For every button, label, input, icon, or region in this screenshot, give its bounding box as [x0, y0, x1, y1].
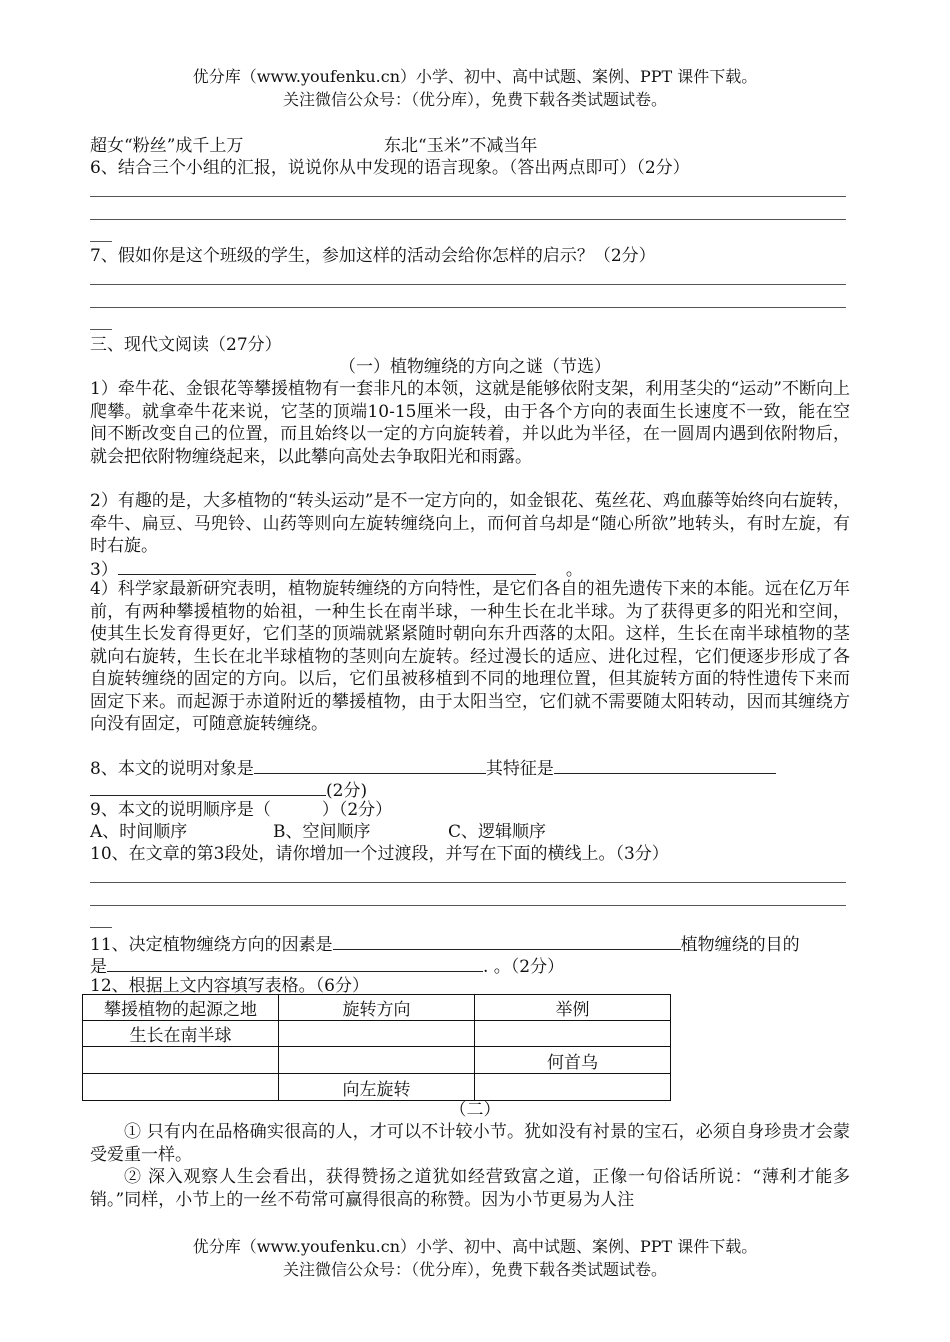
table-cell[interactable]	[475, 1074, 671, 1101]
q8-blank-feature[interactable]	[554, 755, 776, 774]
answer-line	[90, 219, 846, 220]
option-c: C、逻辑顺序	[448, 822, 547, 842]
article-title: （一）植物缠绕的方向之谜（节选）	[339, 357, 611, 377]
q11-text-a: 11、决定植物缠绕方向的因素是	[90, 935, 333, 955]
table-cell[interactable]	[83, 1047, 279, 1074]
answer-line	[90, 882, 846, 883]
q8-text-b: 其特征是	[485, 759, 554, 779]
q11-text-b: 植物缠绕的目的	[680, 935, 800, 955]
table-header-cell: 旋转方向	[279, 995, 475, 1021]
table-cell[interactable]	[279, 1021, 475, 1047]
paragraph-1: 1）牵牛花、金银花等攀援植物有一套非凡的本领，这就是能够依附支架，利用茎尖的“运动”不断向上爬攀。就拿牵牛花来说，它茎的顶端10-15厘米一段，由于各个方向的表面生长速度不一致，能在空间不断改变自己的位置，而且始终以一定的方向旋转着，并以此为半径，在一圆周内遇到依附物后，就会把依附物缠绕起来，以此攀向高处去争取阳光和雨露。	[90, 379, 850, 467]
answer-line	[90, 196, 846, 197]
table-header-row	[83, 995, 671, 1021]
table-cell: 向左旋转	[279, 1074, 475, 1101]
top-examples	[90, 135, 850, 158]
q11-text-d: . 。（2分）	[483, 957, 565, 977]
answer-line	[90, 284, 846, 285]
q11-text-c: 是	[90, 957, 107, 977]
p3-suffix: 。	[565, 560, 583, 580]
section-3-title: 三、现代文阅读（27分）	[90, 335, 282, 355]
q8-blank-object[interactable]	[254, 755, 486, 774]
table-header-cell: 攀援植物的起源之地	[83, 995, 279, 1021]
footer-line-1: 优分库（www.youfenku.cn）小学、初中、高中试题、案例、PPT 课件下载。	[192, 1237, 758, 1256]
header-line-1: 优分库（www.youfenku.cn）小学、初中、高中试题、案例、PPT 课件下载。	[192, 67, 758, 86]
table-cell: 何首乌	[475, 1047, 671, 1074]
question-10: 10、在文章的第3段处，请你增加一个过渡段，并写在下面的横线上。（3分）	[90, 844, 669, 864]
option-b: B、空间顺序	[273, 822, 371, 842]
table-row	[83, 1021, 671, 1047]
answer-line-stub	[90, 241, 112, 242]
question-9: 9、本文的说明顺序是（ ）（2分）	[90, 800, 393, 820]
part-2-title: （二）	[449, 1100, 501, 1120]
table-cell[interactable]	[279, 1047, 475, 1074]
answer-line-stub	[90, 329, 112, 330]
q8-text-a: 8、本文的说明对象是	[90, 759, 254, 779]
answer-line-stub	[90, 927, 112, 928]
p3-fill-blank[interactable]	[118, 556, 536, 575]
q8-blank-cont[interactable]	[90, 777, 326, 796]
question-12: 12、根据上文内容填写表格。（6分）	[90, 976, 369, 996]
p3-prefix: 3）	[90, 560, 118, 580]
answer-line	[90, 905, 846, 906]
q11-blank-purpose[interactable]	[107, 953, 483, 972]
table-header-cell: 举例	[475, 995, 671, 1021]
table-row	[83, 1074, 671, 1101]
paragraph-2: 2）有趣的是，大多植物的“转头运动”是不一定方向的，如金银花、菟丝花、鸡血藤等始终向右旋转，牵牛、扁豆、马兜铃、山药等则向左旋转缠绕向上，而何首乌却是“随心所欲”地转头，有时左旋，有时右旋。	[90, 491, 850, 556]
table-cell[interactable]	[83, 1074, 279, 1101]
table-cell[interactable]	[475, 1021, 671, 1047]
q11-blank-factor[interactable]	[333, 931, 681, 950]
header-line-2: 关注微信公众号：（优分库），免费下载各类试题试卷。	[282, 90, 667, 109]
paragraph-4: 4）科学家最新研究表明，植物旋转缠绕的方向特性，是它们各自的祖先遗传下来的本能。远在亿万年前，有两种攀援植物的始祖，一种生长在南半球，一种生长在北半球。为了获得更多的阳光和空间，使其生长发育得更好，它们茎的顶端就紧紧随时朝向东升西落的太阳。这样，生长在南半球植物的茎就向右旋转，生长在北半球植物的茎则向左旋转。经过漫长的适应、进化过程，它们便逐步形成了各自旋转缠绕的固定的方向。以后，它们虽被移植到不同的地理位置，但其旋转方面的特性遗传下来而固定下来。而起源于赤道附近的攀援植物，由于太阳当空，它们就不需要随太阳转动，因而其缠绕方向没有固定，可随意旋转缠绕。	[90, 579, 850, 734]
example-right: 东北“玉米”不减当年	[384, 136, 538, 156]
answer-line	[90, 307, 846, 308]
part-2-paragraph-1: ① 只有内在品格确实很高的人，才可以不计较小节。犹如没有衬景的宝石，必须自身珍贵才会蒙受爱重一样。	[90, 1122, 850, 1165]
example-left: 超女“粉丝”成千上万	[90, 136, 244, 156]
option-a: A、时间顺序	[90, 822, 188, 842]
table-row	[83, 1047, 671, 1074]
question-9-options	[90, 821, 850, 844]
footer-line-2: 关注微信公众号：（优分库），免费下载各类试题试卷。	[282, 1260, 667, 1279]
answer-table	[82, 994, 671, 1101]
table-cell: 生长在南半球	[83, 1021, 279, 1047]
q8-score: (2分)	[326, 781, 368, 801]
question-6: 6、结合三个小组的汇报，说说你从中发现的语言现象。（答出两点即可）（2分）	[90, 158, 690, 178]
part-2-paragraph-2: ② 深入观察人生会看出，获得赞扬之道犹如经营致富之道，正像一句俗话所说：“薄利才能多销。”同样，小节上的一丝不苟常可赢得很高的称赞。因为小节更易为人注	[90, 1167, 850, 1210]
question-7: 7、假如你是这个班级的学生，参加这样的活动会给你怎样的启示？（2分）	[90, 246, 656, 266]
